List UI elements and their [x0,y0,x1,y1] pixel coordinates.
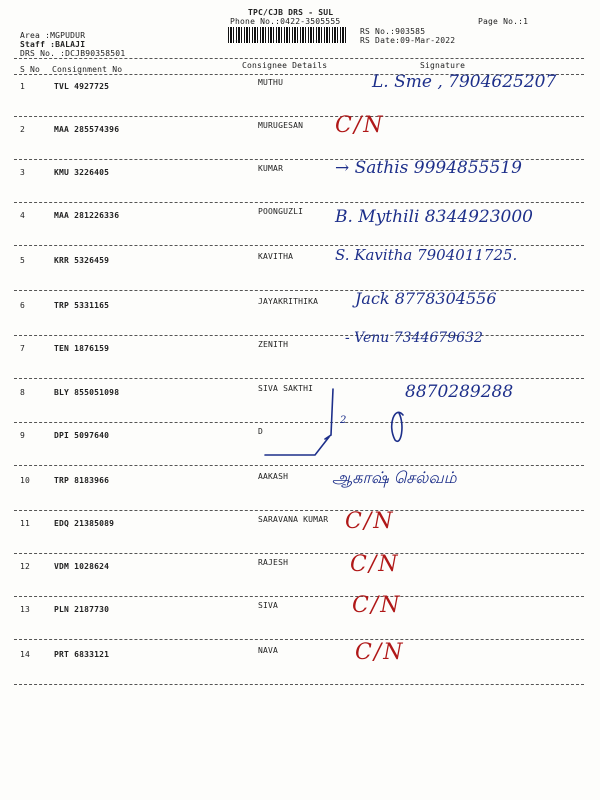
row-consignee-name: NAVA [258,646,279,655]
col-signature: Signature [420,61,466,70]
row-divider [14,335,584,336]
row-sno: 11 [20,519,31,528]
company-title: TPC/CJB DRS - SUL [248,8,334,17]
row-consignee-name: KAVITHA [258,252,294,261]
row-consignment-no: MAA 285574396 [54,125,120,134]
row-sno: 14 [20,650,31,659]
row-sno: 10 [20,476,31,485]
row-sno: 5 [20,256,26,265]
row-consignment-no: TEN 1876159 [54,344,110,353]
row-signature: L. Sme , 7904625207 [372,72,557,92]
signature-scrawl [255,385,335,465]
row-signature: ஆகாஷ் செல்வம் [332,468,457,487]
row-signature: C/N [352,593,402,618]
row-sno: 1 [20,82,26,91]
row-consignee-name: ZENITH [258,340,289,349]
row-divider [14,290,584,291]
barcode [228,27,348,43]
row-consignee-name: POONGUZLI [258,207,304,216]
row-divider [14,202,584,203]
drs-number: DRS No. :DCJB90358501 [20,49,126,58]
row-signature: S. Kavitha 7904011725. [335,246,518,264]
row-signature: - Venu 7344679632 [345,330,483,346]
row-signature: C/N [335,113,385,138]
row-consignee-name: KUMAR [258,164,284,173]
row-consignment-no: KMU 3226405 [54,168,110,177]
row-consignment-no: TRP 8183966 [54,476,110,485]
row-divider [14,465,584,466]
row-consignee-name: SARAVANA KUMAR [258,515,329,524]
row-consignee-name: SIVA [258,601,279,610]
row-consignment-no: KRR 5326459 [54,256,110,265]
rs-date: RS Date:09-Mar-2022 [360,36,456,45]
row-divider [14,553,584,554]
row-sno: 9 [20,431,26,440]
row-consignee-name: JAYAKRITHIKA [258,297,319,306]
row-consignment-no: EDQ 21385089 [54,519,115,528]
col-consignee: Consignee Details [242,61,328,70]
row-sno: 4 [20,211,26,220]
header-divider [14,58,584,59]
row-signature: C/N [345,509,395,534]
row-divider [14,596,584,597]
row-sno: 2 [20,125,26,134]
row-divider [14,378,584,379]
row-consignment-no: VDM 1028624 [54,562,110,571]
row-sno: 8 [20,388,26,397]
row-consignee-name: D [258,427,264,436]
row-sno: 12 [20,562,31,571]
row-signature: Jack 8778304556 [355,289,497,308]
staff-label: Staff :BALAJI [20,40,86,49]
page-number: Page No.:1 [478,17,529,26]
row-signature: → Sathis 9994855519 [335,158,522,178]
row-signature: C/N [350,552,400,577]
row-consignment-no: PLN 2187730 [54,605,110,614]
row-sno: 6 [20,301,26,310]
row-signature: 8870289288 [405,382,514,402]
row-consignment-no: PRT 6833121 [54,650,110,659]
row-sno: 7 [20,344,26,353]
col-s-no: S No [20,65,41,74]
row-consignment-no: TVL 4927725 [54,82,110,91]
row-consignee-name: MUTHU [258,78,284,87]
row-sno: 3 [20,168,26,177]
row-divider [14,510,584,511]
row-signature: C/N [355,640,405,665]
row-divider [14,639,584,640]
col-consignment: Consignment No [52,65,123,74]
row-consignee-name: SIVA SAKTHI [258,384,314,393]
row-consignment-no: BLY 855051098 [54,388,120,397]
row-divider [14,116,584,117]
row-signature: B. Mythili 8344923000 [335,207,533,227]
row-consignee-name: RAJESH [258,558,289,567]
row-consignee-name: MURUGESAN [258,121,304,130]
row-sno: 13 [20,605,31,614]
row-consignment-no: DPI 5097640 [54,431,110,440]
row-consignment-no: MAA 281226336 [54,211,120,220]
rs-number: RS No.:903585 [360,27,426,36]
row-divider [14,684,584,685]
area-label: Area :MGPUDUR [20,31,86,40]
row-consignee-name: AAKASH [258,472,289,481]
row-signature: 2 [340,415,347,426]
row-consignment-no: TRP 5331165 [54,301,110,310]
phone-number: Phone No.:0422-3505555 [230,17,341,26]
